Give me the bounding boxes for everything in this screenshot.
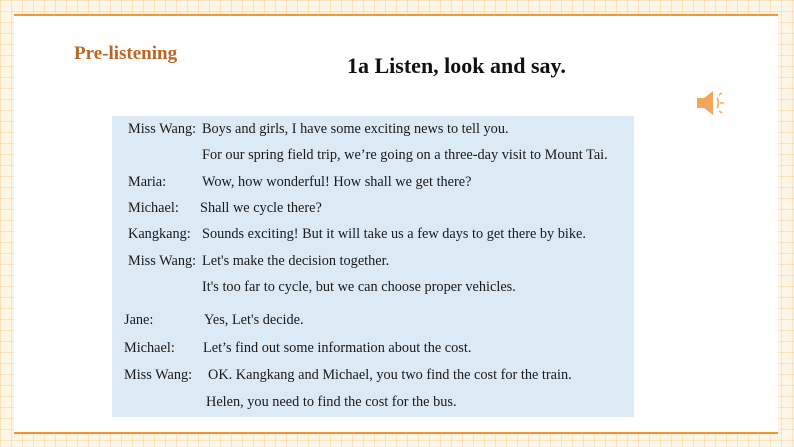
dialogue-text: OK. Kangkang and Michael, you two find the cost for the train. [208, 367, 572, 383]
activity-heading: 1a Listen, look and say. [347, 53, 566, 78]
speaker-name: Maria: [128, 174, 167, 190]
dialogue-text: Shall we cycle there? [200, 200, 322, 216]
speaker-name: Miss Wang: [128, 121, 197, 137]
dialogue-text: Let’s find out some information about the cost. [203, 340, 472, 356]
dialogue-text: Boys and girls, I have some exciting news to tell you. [202, 121, 509, 137]
dialogue-text: Wow, how wonderful! How shall we get there? [202, 174, 472, 190]
dialogue-text: Helen, you need to find the cost for the bus. [206, 394, 457, 410]
speaker-name: Miss Wang: [124, 367, 193, 383]
slide [14, 14, 778, 434]
section-label: Pre-listening [74, 43, 178, 64]
speaker-name: Miss Wang: [128, 253, 197, 269]
speaker-name: Kangkang: [128, 226, 191, 242]
dialogue-text: Let's make the decision together. [202, 253, 390, 269]
dialogue-text: For our spring field trip, we’re going on a three-day visit to Mount Tai. [202, 147, 608, 163]
speaker-icon[interactable] [694, 88, 728, 118]
speaker-name: Michael: [128, 200, 179, 216]
dialogue-text: It's too far to cycle, but we can choose proper vehicles. [202, 279, 516, 295]
speaker-name: Michael: [124, 340, 175, 356]
dialogue-text: Yes, Let's decide. [204, 312, 304, 328]
dialogue-panel [112, 116, 634, 417]
dialogue-text: Sounds exciting! But it will take us a few days to get there by bike. [202, 226, 586, 242]
speaker-name: Jane: [124, 312, 154, 328]
